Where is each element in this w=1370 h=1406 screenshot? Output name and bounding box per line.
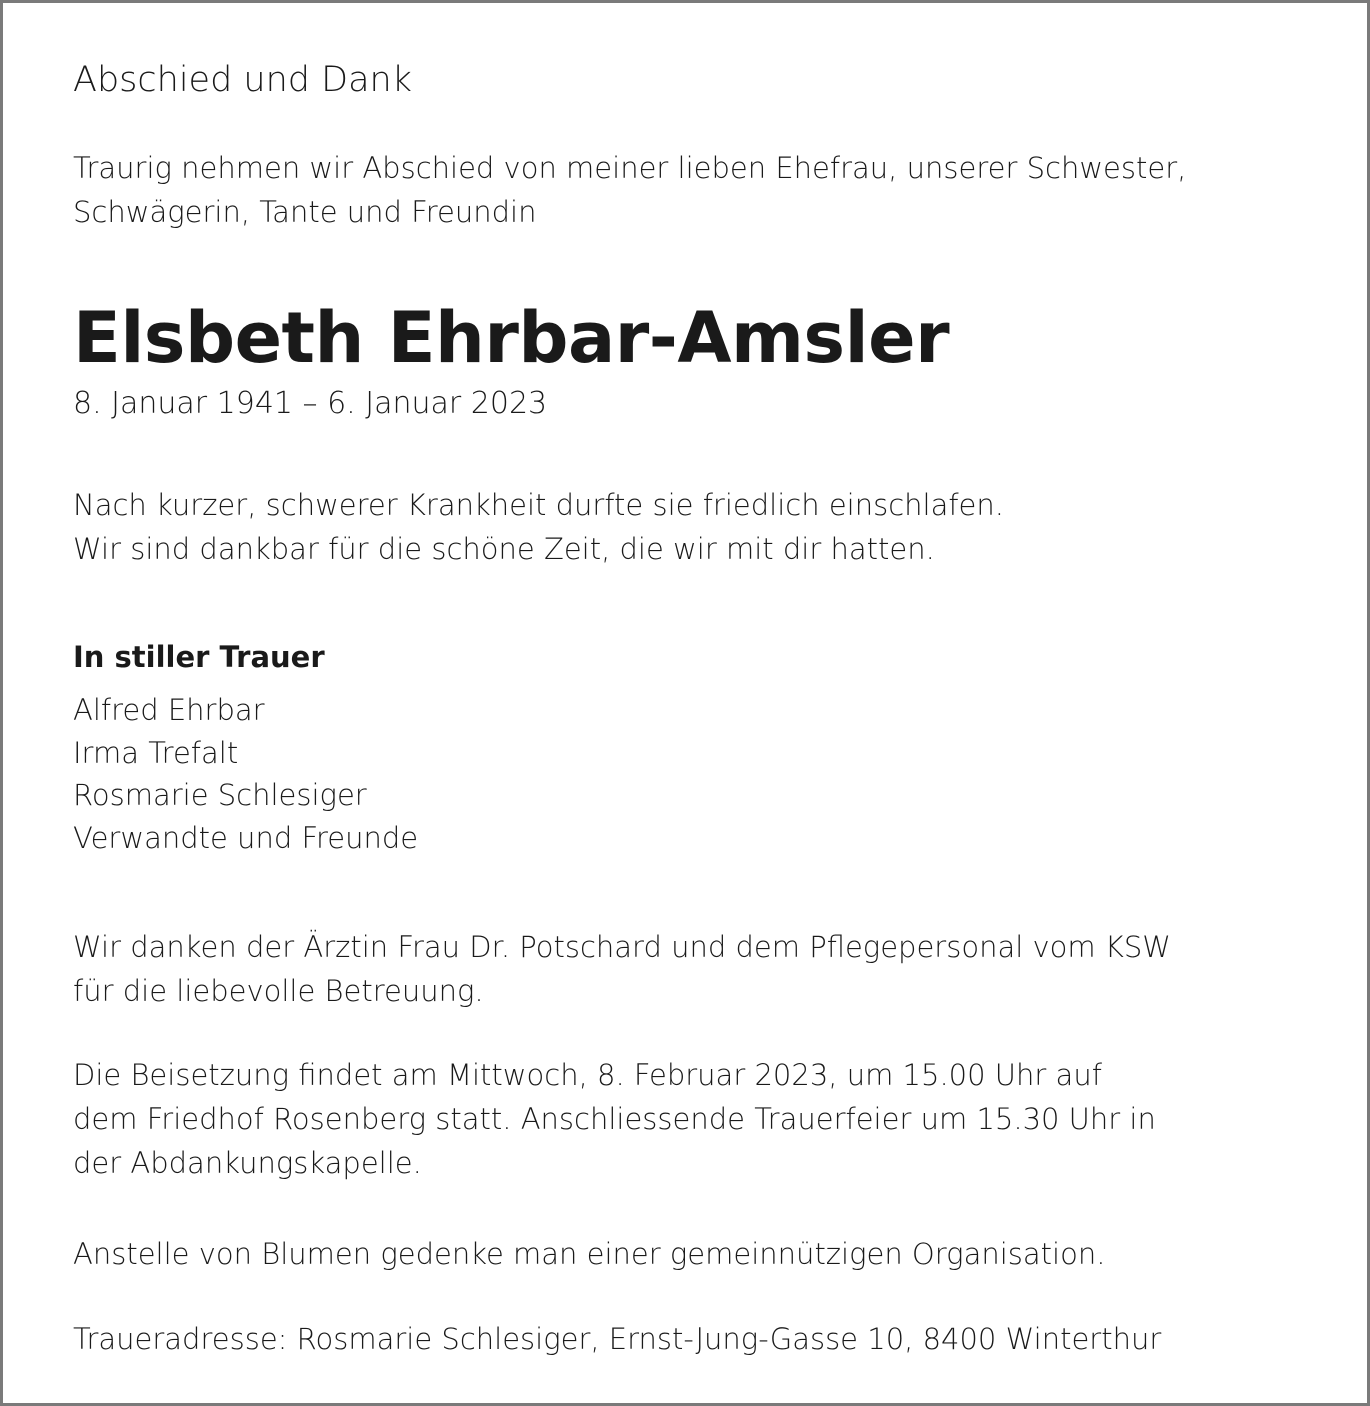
thanks-line: Wir danken der Ärztin Frau Dr. Potschard und dem Pflegepersonal vom KSW — [73, 930, 1171, 964]
intro-line: Traurig nehmen wir Abschied von meiner lieben Ehefrau, unserer Schwester, — [73, 151, 1187, 185]
message-line: Wir sind dankbar für die schöne Zeit, die wir mit dir hatten. — [73, 532, 935, 566]
farewell-message — [73, 483, 1004, 571]
life-dates: 8. Januar 1941 – 6. Januar 2023 — [73, 386, 548, 421]
donation-note: Anstelle von Blumen gedenke man einer gemeinnützigen Organisation. — [73, 1237, 1106, 1271]
intro-line: Schwägerin, Tante und Freundin — [73, 195, 537, 229]
deceased-name: Elsbeth Ehrbar-Amsler — [73, 297, 950, 379]
service-line: der Abdankungskapelle. — [73, 1146, 422, 1180]
service-line: dem Friedhof Rosenberg statt. Anschliessende Trauerfeier um 15.30 Uhr in — [73, 1102, 1156, 1136]
mourner-name: Rosmarie Schlesiger — [73, 778, 367, 812]
funeral-service-text — [73, 1053, 1156, 1185]
message-line: Nach kurzer, schwerer Krankheit durfte sie friedlich einschlafen. — [73, 488, 1005, 522]
mourner-name: Alfred Ehrbar — [73, 693, 265, 727]
mourning-address: Traueradresse: Rosmarie Schlesiger, Ernst-Jung-Gasse 10, 8400 Winterthur — [73, 1322, 1162, 1356]
mourning-title: In stiller Trauer — [73, 640, 325, 674]
notice-heading: Abschied und Dank — [73, 60, 412, 100]
mourner-name: Irma Trefalt — [73, 735, 239, 770]
thanks-line: für die liebevolle Betreuung. — [73, 974, 484, 1008]
service-line: Die Beisetzung findet am Mittwoch, 8. Februar 2023, um 15.00 Uhr auf — [73, 1058, 1102, 1092]
intro-text — [73, 146, 1186, 234]
thanks-text — [73, 925, 1171, 1013]
mourner-name: Verwandte und Freunde — [73, 820, 419, 855]
mourners-list — [73, 689, 418, 859]
